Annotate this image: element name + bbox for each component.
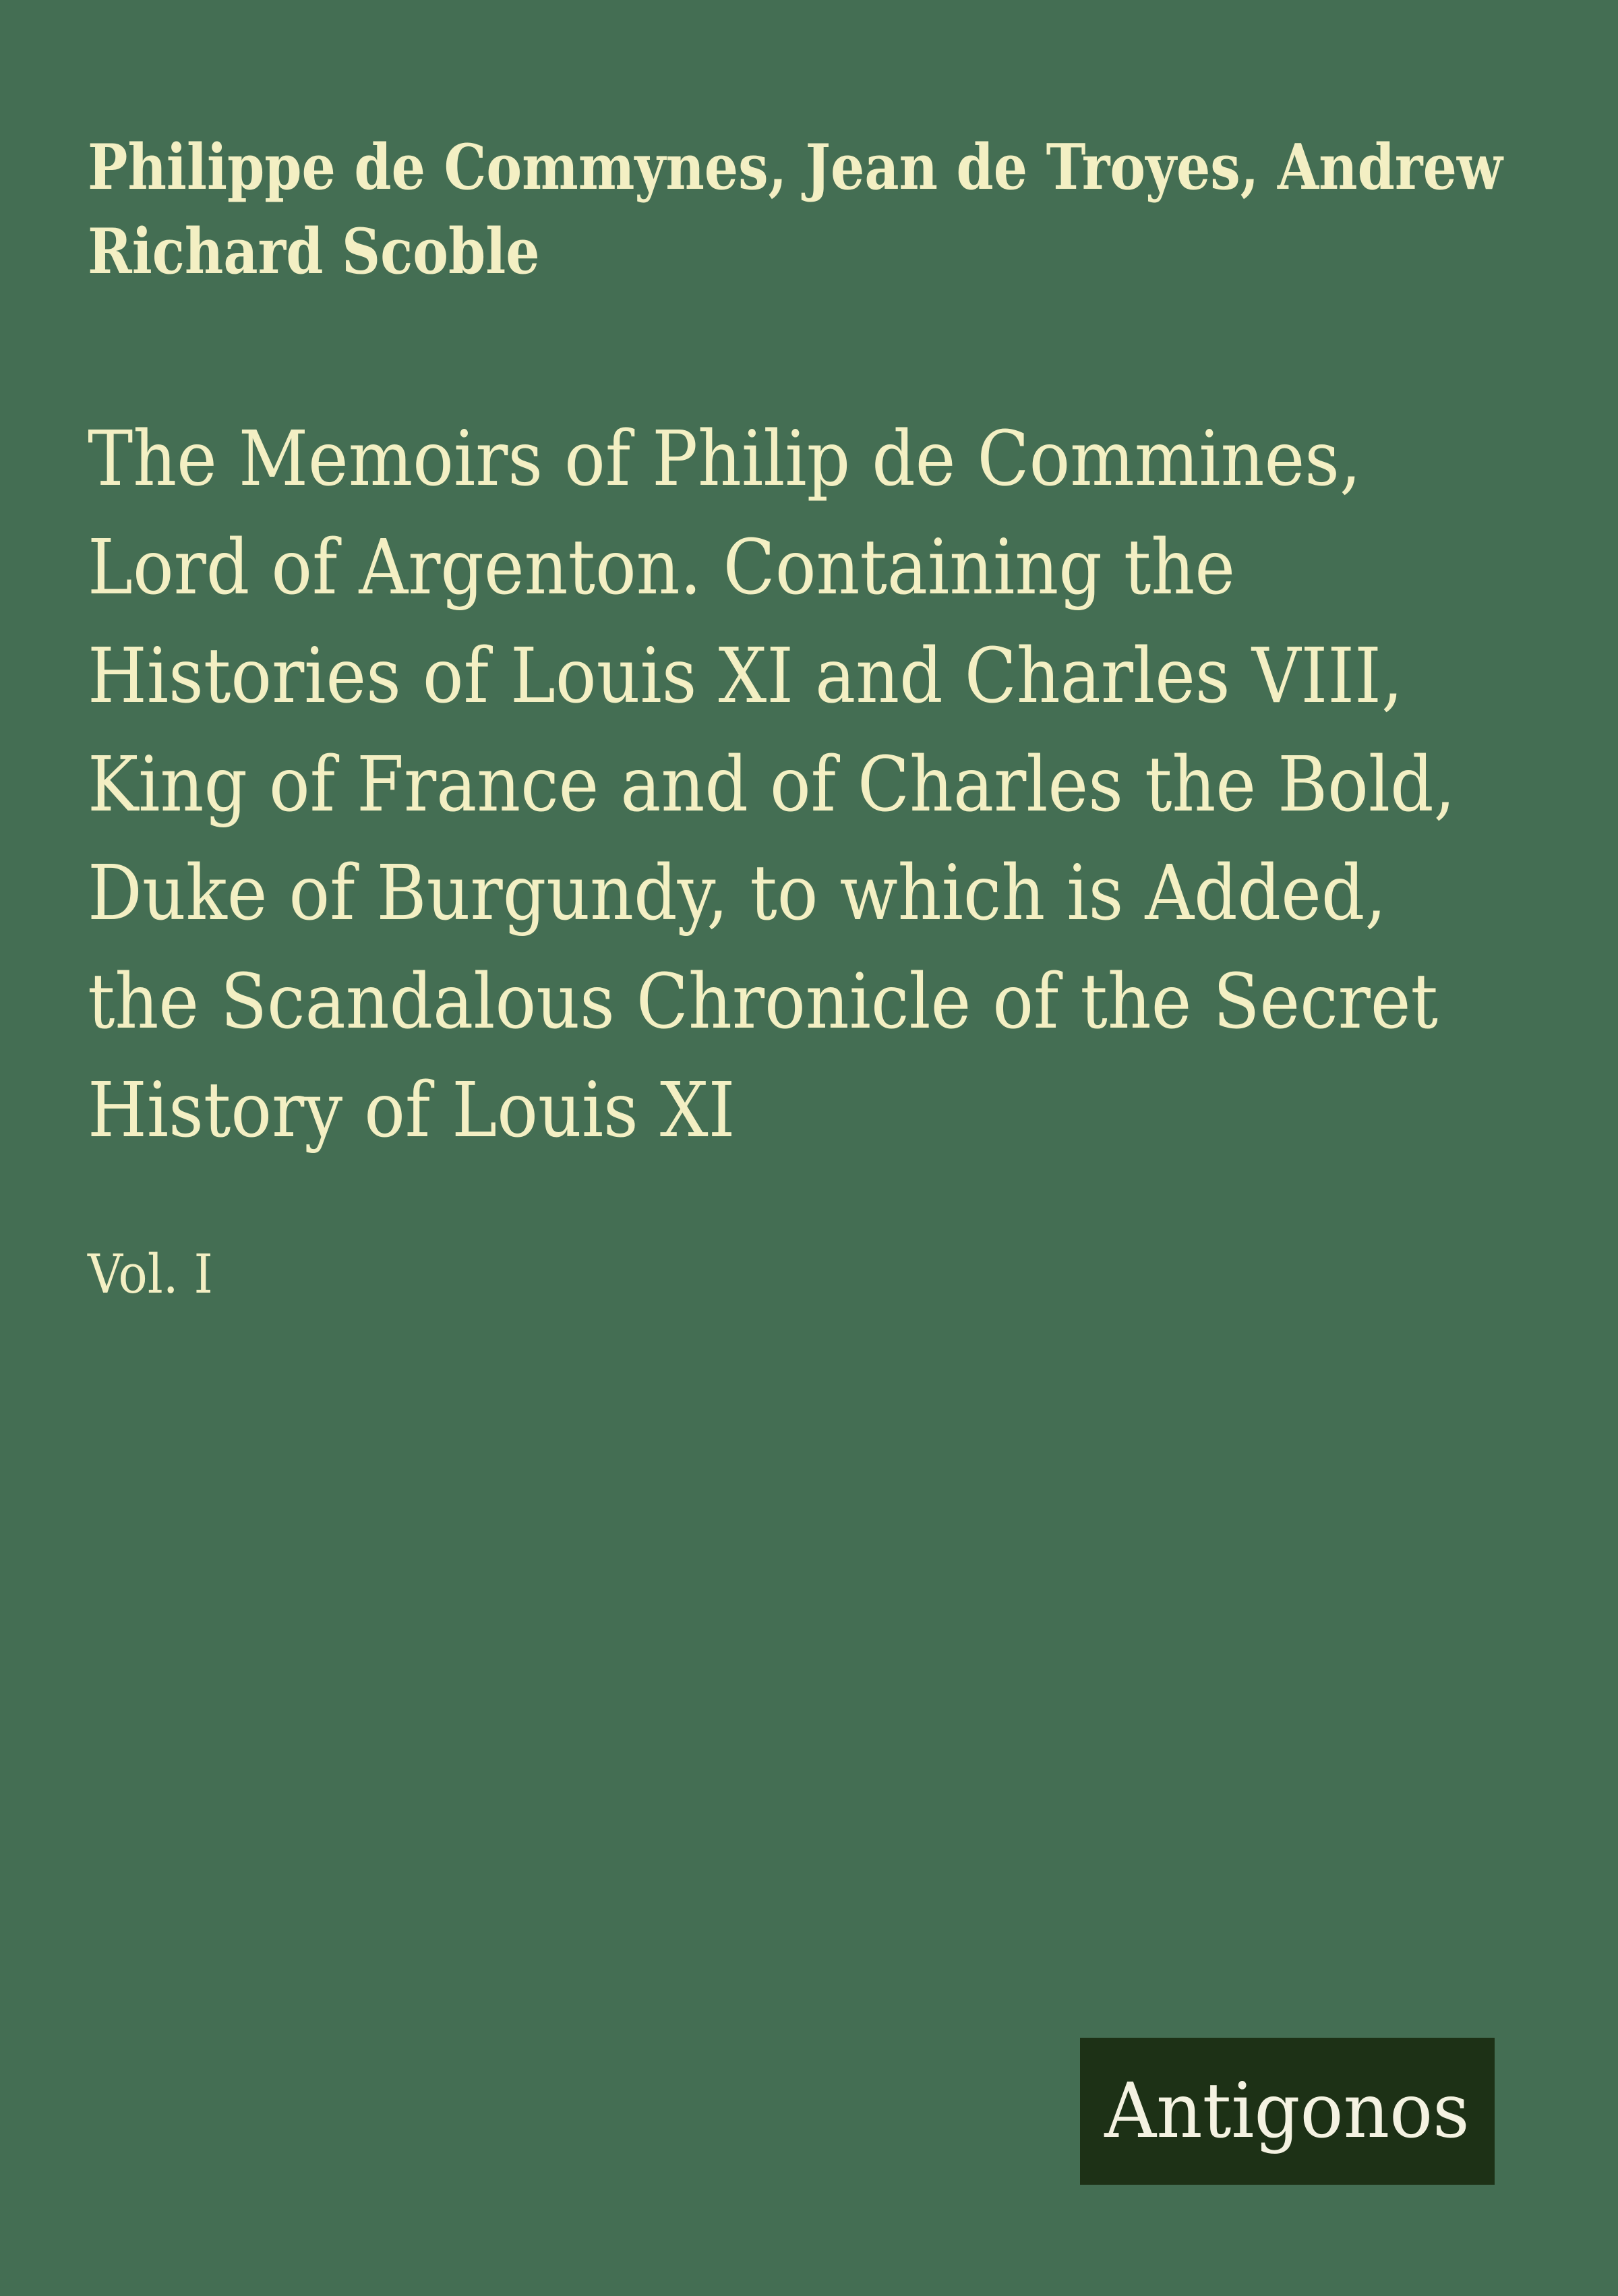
title-line-6: the Scandalous Chronicle of the Secret [88,958,1439,1046]
author-line-2: Richard Scoble [88,214,540,288]
title-line-1: The Memoirs of Philip de Commines, [88,415,1362,503]
book-title [88,405,1607,1165]
title-line-4: King of France and of Charles the Bold, [88,741,1456,829]
author-line-1: Philippe de Commynes, Jean de Troyes, Andrew [88,130,1503,204]
volume-label: Vol. I [88,1243,213,1305]
publisher-name: Antigonos [1104,2067,1470,2155]
publisher-logo-box [1080,2038,1495,2185]
author-names [88,125,1618,293]
title-line-3: Histories of Louis XI and Charles VIII, [88,632,1403,720]
title-line-7: History of Louis XI [88,1067,736,1154]
title-line-5: Duke of Burgundy, to which is Added, [88,850,1387,937]
title-line-2: Lord of Argenton. Containing the [88,524,1235,612]
